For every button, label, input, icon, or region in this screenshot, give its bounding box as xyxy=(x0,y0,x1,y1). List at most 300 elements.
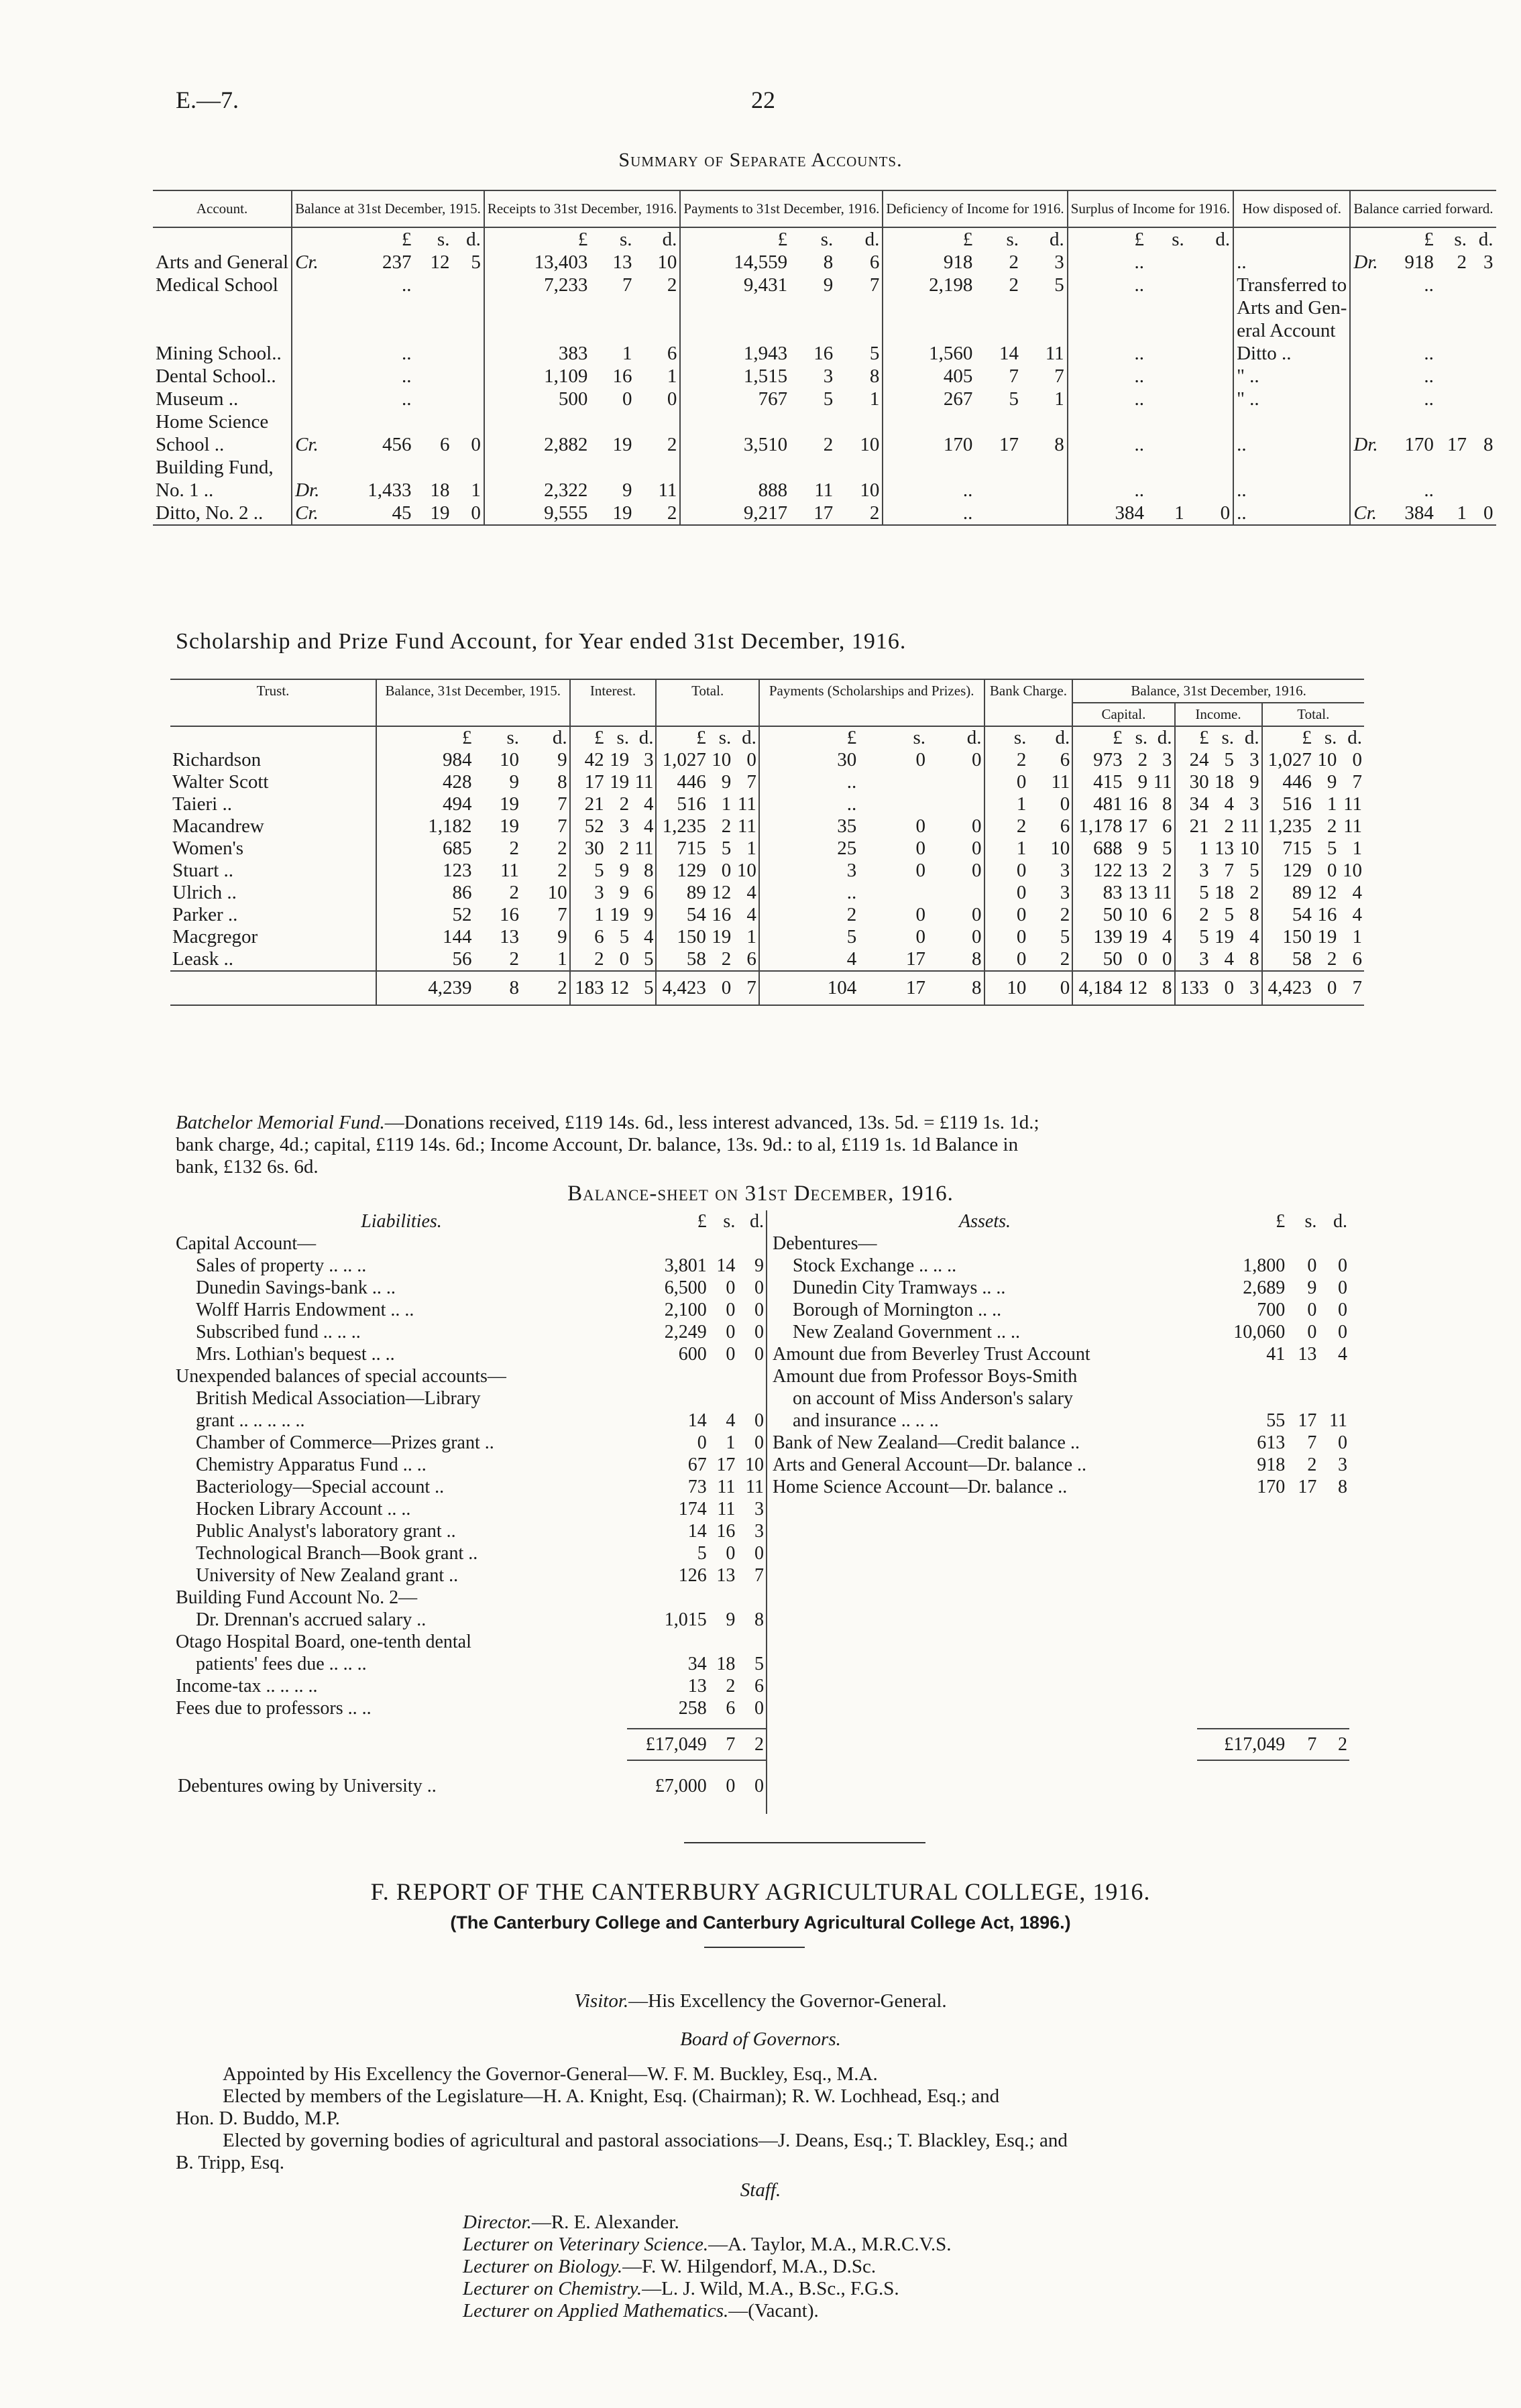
sur-value: 384 xyxy=(1068,502,1147,525)
carried-forward xyxy=(1390,319,1436,342)
ledger-row xyxy=(176,1653,766,1675)
sur-value xyxy=(1187,433,1233,456)
staff-role: Director. xyxy=(463,2212,532,2233)
unit-cell: s. xyxy=(1324,727,1337,748)
def-value: 2 xyxy=(1009,274,1019,296)
cap-value: 8 xyxy=(1162,793,1172,815)
t2-value: 150 xyxy=(1262,926,1314,948)
unit-cell xyxy=(1350,227,1390,251)
ledger-item: Home Science Account—Dr. balance .. xyxy=(773,1477,1068,1497)
pay-value xyxy=(790,296,836,319)
unit-cell: s. xyxy=(723,1211,736,1232)
tot-value: 4 xyxy=(746,882,756,903)
pay-value: 1,943 xyxy=(680,342,790,365)
rec-value xyxy=(484,410,591,433)
unit-cell: d. xyxy=(1055,727,1070,748)
pay-value xyxy=(858,793,927,815)
sur-value: .. xyxy=(1068,433,1147,456)
sur-value: 1 xyxy=(1174,502,1184,524)
bal-value: 2 xyxy=(509,838,520,859)
unit-cell: d. xyxy=(1333,1211,1347,1232)
t2-total: 4,423 xyxy=(1262,971,1314,1005)
pay-value: 3 xyxy=(759,860,858,882)
balance-1915 xyxy=(452,388,484,410)
def-value xyxy=(975,296,1021,319)
subtitle-rule xyxy=(704,1947,805,1948)
ledger-value xyxy=(627,1387,709,1410)
int-value: 8 xyxy=(643,860,654,881)
ledger-value: 0 xyxy=(1338,1255,1347,1276)
unit-cell: s. xyxy=(506,727,520,748)
balance-prefix xyxy=(292,274,339,296)
bal-value: 2 xyxy=(557,860,567,881)
unit-cell: £ xyxy=(402,229,412,250)
balance-1915: .. xyxy=(402,274,412,296)
sur-value xyxy=(1147,296,1187,319)
rec-value xyxy=(635,410,681,433)
rec-value xyxy=(590,319,634,342)
account-name xyxy=(153,319,292,342)
ledger-row xyxy=(773,1387,1349,1410)
separate-accounts-title: Summary of Separate Accounts. xyxy=(618,149,903,171)
balance-1915: 19 xyxy=(430,502,450,524)
pay-value xyxy=(927,793,984,815)
rec-value: 13,403 xyxy=(484,251,591,274)
column-header: Balance at 31st December, 1915. xyxy=(292,190,484,227)
inc-value: 19 xyxy=(1215,926,1235,948)
rec-value: 0 xyxy=(622,388,632,410)
ledger-value: 0 xyxy=(754,1432,764,1453)
cap-value: 1,178 xyxy=(1072,815,1124,838)
pay-value: 5 xyxy=(823,388,834,410)
staff-role: Lecturer on Biology. xyxy=(463,2256,623,2277)
bank-value: 1 xyxy=(984,838,1029,860)
staff-role: Lecturer on Applied Mathematics. xyxy=(463,2300,729,2321)
carried-forward: 384 xyxy=(1404,502,1434,524)
ledger-row xyxy=(176,1255,766,1277)
def-value xyxy=(1021,479,1068,502)
cap-value: 481 xyxy=(1072,793,1124,815)
def-value: 5 xyxy=(1054,274,1064,296)
staff-name: —L. J. Wild, M.A., B.Sc., F.G.S. xyxy=(642,2278,899,2299)
bal-value: 1 xyxy=(557,948,567,970)
int-value: 2 xyxy=(570,948,606,971)
cap-total: 4,184 xyxy=(1072,971,1124,1005)
carried-prefix xyxy=(1350,274,1390,296)
rec-value: 1,109 xyxy=(484,365,591,388)
int-value: 19 xyxy=(610,904,630,925)
ledger-item: on account of Miss Anderson's salary xyxy=(793,1388,1073,1409)
ledger-value: 11 xyxy=(1329,1410,1347,1431)
pay-value: 17 xyxy=(906,948,926,970)
ledger-value xyxy=(709,1587,738,1609)
bal-value: 494 xyxy=(376,793,474,815)
balance-1915 xyxy=(414,388,453,410)
rec-value xyxy=(484,456,591,479)
account-name: Museum .. xyxy=(156,388,239,410)
bank-value: 6 xyxy=(1060,749,1070,770)
rec-value: 1 xyxy=(667,365,677,387)
trust-name: Ulrich .. xyxy=(172,882,237,903)
pay-value: 0 xyxy=(972,838,982,859)
ledger-row xyxy=(773,1277,1349,1299)
t2-value: 9 xyxy=(1327,771,1337,793)
trust-name: Taieri .. xyxy=(172,793,232,815)
carried-forward: 17 xyxy=(1447,434,1467,455)
ledger-row xyxy=(773,1410,1349,1432)
bal-total: 2 xyxy=(557,977,567,998)
bal-value: 13 xyxy=(500,926,520,948)
trust-name: Women's xyxy=(172,838,243,859)
int-value: 4 xyxy=(643,815,654,837)
pay-value xyxy=(836,296,883,319)
ledger-row xyxy=(773,1454,1349,1476)
table-row xyxy=(153,296,1496,319)
ledger-item: British Medical Association—Library xyxy=(196,1388,481,1409)
ledger-value: 41 xyxy=(1266,1344,1286,1365)
totals-label xyxy=(170,971,376,1005)
ledger-value: 17 xyxy=(1298,1477,1317,1497)
sur-value: .. xyxy=(1068,365,1147,388)
board-line2: Elected by members of the Legislature—H. A. Knight, Esq. (Chairman); R. W. Lochhead, Esq.; and xyxy=(223,2085,1000,2107)
def-value xyxy=(1021,456,1068,479)
unit-cell: d. xyxy=(1244,727,1259,748)
ledger-value: 4 xyxy=(1338,1344,1347,1365)
pay-value: 0 xyxy=(972,904,982,925)
ledger-value: 17 xyxy=(716,1454,736,1475)
def-value xyxy=(1021,410,1068,433)
balance-prefix xyxy=(292,410,339,433)
rec-value: 2 xyxy=(667,434,677,455)
pay-value xyxy=(858,771,927,793)
pay-value: 0 xyxy=(972,815,982,837)
int-value: 5 xyxy=(643,948,654,970)
ledger-item: patients' fees due .. .. .. xyxy=(196,1654,367,1674)
page-number: 22 xyxy=(751,87,775,113)
board-line4: Elected by governing bodies of agricultural and pastoral associations—J. Deans, Esq.; T. Blackley, Esq.; and xyxy=(223,2130,1068,2151)
balance-1915 xyxy=(414,296,453,319)
column-header: Account. xyxy=(196,200,248,217)
ledger-value: 13 xyxy=(716,1565,736,1586)
ledger-row xyxy=(176,1542,766,1564)
ledger-value: 2,689 xyxy=(1243,1277,1286,1298)
pay-value: 3,510 xyxy=(680,433,790,456)
unit-cell: d. xyxy=(750,1211,764,1232)
cap-value: 139 xyxy=(1072,926,1124,948)
sur-value xyxy=(1187,296,1233,319)
ledger-value xyxy=(1287,1232,1318,1255)
carried-forward xyxy=(1436,456,1469,479)
pay-value: 8 xyxy=(972,948,982,970)
def-value: 267 xyxy=(883,388,975,410)
ledger-item: Debentures— xyxy=(773,1233,877,1254)
sur-value xyxy=(1187,479,1233,502)
def-value xyxy=(975,319,1021,342)
rec-value: 6 xyxy=(667,343,677,364)
ledger-value: 0 xyxy=(754,1322,764,1342)
sur-value xyxy=(1187,388,1233,410)
trust-name: Macgregor xyxy=(172,926,258,948)
rec-value: 2,882 xyxy=(484,433,591,456)
table-row xyxy=(153,479,1496,502)
t2-value: 0 xyxy=(1327,860,1337,881)
ledger-row xyxy=(773,1299,1349,1321)
pay-value xyxy=(790,410,836,433)
trust-name: Walter Scott xyxy=(172,771,269,793)
ledger-item: Bacteriology—Special account .. xyxy=(196,1477,445,1497)
ledger-value: 73 xyxy=(687,1477,707,1497)
sur-value xyxy=(1147,274,1187,296)
rec-value: 19 xyxy=(612,434,632,455)
sur-value xyxy=(1147,456,1187,479)
balance-1915 xyxy=(452,274,484,296)
account-name: Home Science xyxy=(156,411,269,433)
ledger-item: Borough of Mornington .. .. xyxy=(793,1300,1002,1320)
sur-value xyxy=(1187,319,1233,342)
pay-value: 4 xyxy=(759,948,858,971)
inc-value: 7 xyxy=(1224,860,1235,881)
int-value: 17 xyxy=(570,771,606,793)
def-value: .. xyxy=(883,502,975,525)
rec-value xyxy=(635,319,681,342)
pay-value: 7 xyxy=(869,274,880,296)
ledger-value xyxy=(1318,1365,1349,1387)
pay-value: 11 xyxy=(814,479,834,501)
pay-value: 30 xyxy=(759,749,858,771)
t2-value: 10 xyxy=(1343,860,1362,881)
ledger-value: 4 xyxy=(726,1410,736,1431)
trust-name: Stuart .. xyxy=(172,860,234,881)
pay-value: 5 xyxy=(869,343,880,364)
tot-value: 715 xyxy=(656,838,708,860)
ledger-row xyxy=(176,1520,766,1542)
rec-value: 13 xyxy=(612,251,632,273)
balance-1915 xyxy=(414,456,453,479)
bal-value: 428 xyxy=(376,771,474,793)
disposed-of: Ditto .. xyxy=(1233,342,1350,365)
ledger-value xyxy=(709,1365,738,1387)
liabilities-column xyxy=(176,1210,766,1797)
ledger-value xyxy=(1318,1387,1349,1410)
column-heading: Liabilities. xyxy=(361,1211,442,1232)
sur-value xyxy=(1068,456,1147,479)
tot-value: 1 xyxy=(746,926,756,948)
def-value: 1,560 xyxy=(883,342,975,365)
t2-value: 54 xyxy=(1262,904,1314,926)
bal-total: 4,239 xyxy=(376,971,474,1005)
liabilities-total-value: 7 xyxy=(709,1729,738,1760)
pay-value: 9 xyxy=(823,274,834,296)
sur-value: 0 xyxy=(1220,502,1231,524)
disposed-of: .. xyxy=(1233,502,1350,525)
batchelor-line2: bank charge, 4d.; capital, £119 14s. 6d.; Income Account, Dr. balance, 13s. 9d.: to al, £119 1s. 1d Balance in xyxy=(176,1134,1019,1155)
bal-value: 1,182 xyxy=(376,815,474,838)
tot-value: 6 xyxy=(746,948,756,970)
ledger-row xyxy=(176,1299,766,1321)
sur-value xyxy=(1187,410,1233,433)
balance-1915 xyxy=(452,342,484,365)
unit-cell: £ xyxy=(1276,1211,1286,1232)
cap-value: 11 xyxy=(1153,882,1172,903)
carried-forward xyxy=(1469,274,1496,296)
tot-value: 10 xyxy=(712,749,732,770)
ledger-row xyxy=(176,1631,766,1653)
bank-total: 0 xyxy=(1060,977,1070,998)
tot-value: 0 xyxy=(746,749,756,770)
carried-forward xyxy=(1469,342,1496,365)
rec-value: 2 xyxy=(667,274,677,296)
rec-value xyxy=(635,456,681,479)
sur-value xyxy=(1068,410,1147,433)
board-line1: Appointed by His Excellency the Governor-General—W. F. M. Buckley, Esq., M.A. xyxy=(223,2063,878,2085)
unit-cell: s. xyxy=(1221,727,1235,748)
carried-forward xyxy=(1469,479,1496,502)
bank-value: 3 xyxy=(1060,860,1070,881)
balance-1915 xyxy=(414,274,453,296)
cap-total: 8 xyxy=(1162,977,1172,998)
t2-value: 1 xyxy=(1327,793,1337,815)
def-value: 1 xyxy=(1054,388,1064,410)
rec-value: 500 xyxy=(484,388,591,410)
tot-total: 7 xyxy=(746,977,756,998)
unit-cell xyxy=(170,726,376,749)
pay-value: 0 xyxy=(915,904,926,925)
inc-value: 21 xyxy=(1175,815,1211,838)
pay-value xyxy=(836,319,883,342)
ledger-value: 0 xyxy=(697,1432,707,1453)
pay-value xyxy=(680,319,790,342)
column-header: Interest. xyxy=(570,679,657,726)
table-row xyxy=(153,502,1496,525)
inc-total: 0 xyxy=(1224,977,1235,998)
ledger-item: Capital Account— xyxy=(176,1233,317,1254)
ledger-value: 0 xyxy=(1338,1432,1347,1453)
inc-value: 4 xyxy=(1249,926,1259,948)
t2-value: 2 xyxy=(1327,948,1337,970)
ledger-value xyxy=(1197,1232,1287,1255)
balance-sheet-title: Balance-sheet on 31st December, 1916. xyxy=(567,1182,954,1206)
ledger-row xyxy=(773,1432,1349,1454)
ledger-item: Amount due from Professor Boys-Smith xyxy=(773,1366,1078,1387)
balance-sheet-divider xyxy=(766,1210,767,1814)
inc-value: 9 xyxy=(1249,771,1259,793)
disposed-of: " .. xyxy=(1233,388,1350,410)
column-header: Capital. xyxy=(1072,703,1174,726)
pay-value xyxy=(858,882,927,904)
inc-value: 34 xyxy=(1175,793,1211,815)
carried-forward xyxy=(1469,410,1496,433)
inc-value: 5 xyxy=(1224,749,1235,770)
ledger-value xyxy=(627,1365,709,1387)
ledger-value: 14 xyxy=(687,1521,707,1542)
t2-value: 1,235 xyxy=(1262,815,1314,838)
table-row xyxy=(153,274,1496,296)
pay-value: .. xyxy=(759,793,858,815)
pay-value: .. xyxy=(759,771,858,793)
ledger-value: 2,100 xyxy=(664,1300,707,1320)
def-value: 5 xyxy=(1009,388,1019,410)
batchelor-label: Batchelor Memorial Fund. xyxy=(176,1112,385,1133)
table-row xyxy=(170,882,1364,904)
balance-1915 xyxy=(414,365,453,388)
balance-1915 xyxy=(339,410,414,433)
cap-value: 6 xyxy=(1162,904,1172,925)
ledger-item: Mrs. Lothian's bequest .. .. xyxy=(196,1344,395,1365)
column-header: Deficiency of Income for 1916. xyxy=(883,190,1067,227)
staff-name: —F. W. Hilgendorf, M.A., D.Sc. xyxy=(622,2256,877,2277)
unit-cell: £ xyxy=(1068,227,1147,251)
rec-value: 10 xyxy=(657,251,677,273)
int-value: 3 xyxy=(643,749,654,770)
inc-value: 18 xyxy=(1215,882,1235,903)
unit-cell: d. xyxy=(742,727,756,748)
ledger-value: 0 xyxy=(1338,1322,1347,1342)
pay-value: 0 xyxy=(915,926,926,948)
cap-value: 9 xyxy=(1137,838,1148,859)
int-value: 30 xyxy=(570,838,606,860)
inc-value: 4 xyxy=(1224,948,1235,970)
rec-value: 7,233 xyxy=(484,274,591,296)
def-value: 7 xyxy=(1054,365,1064,387)
t2-value: 19 xyxy=(1317,926,1337,948)
sur-value: .. xyxy=(1068,251,1147,274)
cap-value: 9 xyxy=(1137,771,1148,793)
ledger-row xyxy=(773,1232,1349,1255)
t2-value: 0 xyxy=(1352,749,1362,770)
int-value: 11 xyxy=(634,838,654,859)
account-name: Ditto, No. 2 .. xyxy=(156,502,264,524)
liabilities-total-value: 2 xyxy=(737,1729,766,1760)
ledger-value: 14 xyxy=(716,1255,736,1276)
carried-prefix: Cr. xyxy=(1350,502,1390,525)
pay-value: 888 xyxy=(680,479,790,502)
pay-value xyxy=(927,771,984,793)
ledger-value xyxy=(627,1631,709,1653)
ledger-value: 2,249 xyxy=(664,1322,707,1342)
liabilities-total xyxy=(176,1729,766,1760)
ledger-item: Income-tax .. .. .. .. xyxy=(176,1676,318,1697)
table-row xyxy=(170,771,1364,793)
table-row xyxy=(170,948,1364,971)
account-name: Dental School.. xyxy=(156,365,276,387)
tot-total: 0 xyxy=(721,977,732,998)
carried-forward xyxy=(1390,410,1436,433)
disposed-of: .. xyxy=(1233,433,1350,456)
def-value xyxy=(975,479,1021,502)
trust-name: Macandrew xyxy=(172,815,264,837)
rec-value: 0 xyxy=(667,388,677,410)
unit-cell xyxy=(292,227,339,251)
balance-1915 xyxy=(452,319,484,342)
rec-value xyxy=(590,456,634,479)
cap-value: 10 xyxy=(1128,904,1148,925)
sur-value xyxy=(1187,342,1233,365)
balance-1915 xyxy=(339,319,414,342)
ledger-value: 6 xyxy=(726,1698,736,1719)
balance-prefix xyxy=(292,365,339,388)
pay-total: 17 xyxy=(906,977,926,998)
int-value: 11 xyxy=(634,771,654,793)
pay-value: 25 xyxy=(759,838,858,860)
rec-value xyxy=(590,410,634,433)
t2-value: 4 xyxy=(1352,882,1362,903)
table-row xyxy=(170,838,1364,860)
carried-forward xyxy=(1390,456,1436,479)
ledger-value: 3 xyxy=(1338,1454,1347,1475)
cap-value: 122 xyxy=(1072,860,1124,882)
ledger-value xyxy=(1287,1387,1318,1410)
rec-value: 11 xyxy=(658,479,677,501)
